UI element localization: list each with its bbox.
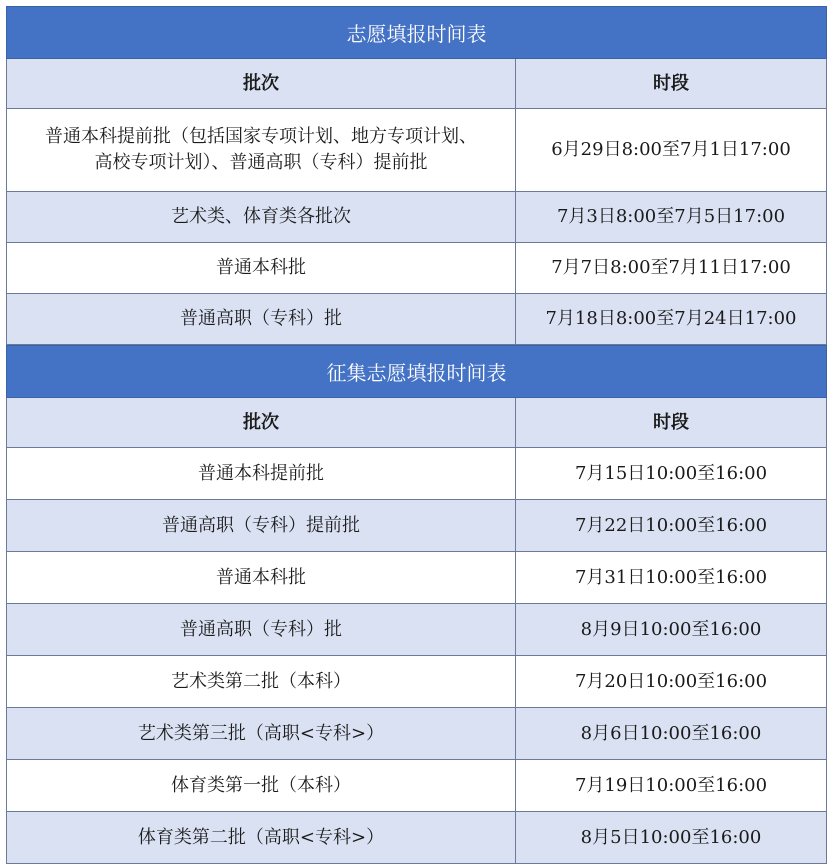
time-cell: 7月7日8:00至7月11日17:00 [551, 257, 791, 278]
table2-header-row [6, 398, 827, 448]
table1-header-batch: 批次 [7, 59, 516, 108]
batch-cell: 体育类第一批（本科） [7, 760, 516, 811]
batch-cell: 普通本科批 [7, 243, 516, 293]
time-cell: 7月22日10:00至16:00 [574, 514, 768, 536]
batch-cell: 普通高职（专科）提前批 [7, 500, 516, 551]
batch-text-line2: 高校专项计划）、普通高职（专科）提前批 [94, 152, 428, 173]
table-row [6, 448, 827, 500]
table1-title: 志愿填报时间表 [6, 6, 827, 59]
batch-cell: 普通高职（专科）批 [7, 604, 516, 655]
table2-header-time: 时段 [653, 411, 689, 433]
time-cell: 7月31日10:00至16:00 [574, 566, 768, 588]
time-cell: 7月3日8:00至7月5日17:00 [556, 206, 786, 227]
table2-header-batch: 批次 [7, 398, 516, 447]
batch-cell: 艺术类第三批（高职<专科>） [7, 708, 516, 759]
time-cell: 7月15日10:00至16:00 [574, 462, 768, 484]
table-row [6, 604, 827, 656]
time-cell: 7月19日10:00至16:00 [574, 774, 768, 796]
table-row [6, 294, 827, 345]
batch-cell: 艺术类、体育类各批次 [7, 192, 516, 242]
table2-title: 征集志愿填报时间表 [6, 345, 827, 398]
table-row [6, 109, 827, 192]
batch-cell: 普通高职（专科）批 [7, 294, 516, 344]
time-cell: 7月20日10:00至16:00 [574, 670, 768, 692]
time-cell: 8月6日10:00至16:00 [580, 722, 762, 744]
table-row [6, 500, 827, 552]
table-row [6, 760, 827, 812]
batch-cell: 艺术类第二批（本科） [7, 656, 516, 707]
table-row [6, 552, 827, 604]
batch-cell: 普通本科提前批 [7, 448, 516, 499]
batch-text-line1: 普通本科提前批（包括国家专项计划、地方专项计划、 [45, 126, 477, 147]
table-row [6, 192, 827, 243]
time-cell: 8月5日10:00至16:00 [580, 826, 762, 848]
schedule-document [6, 6, 827, 864]
table1-header-time: 时段 [653, 72, 689, 94]
table-row [6, 243, 827, 294]
table1-header-row [6, 59, 827, 109]
table-row [6, 812, 827, 864]
table-row [6, 708, 827, 760]
time-cell: 6月29日8:00至7月1日17:00 [551, 139, 791, 160]
batch-cell: 普通本科批 [7, 552, 516, 603]
batch-cell [7, 109, 516, 191]
time-cell: 7月18日8:00至7月24日17:00 [545, 308, 797, 329]
batch-cell: 体育类第二批（高职<专科>） [7, 812, 516, 863]
time-cell: 8月9日10:00至16:00 [580, 618, 762, 640]
table-row [6, 656, 827, 708]
